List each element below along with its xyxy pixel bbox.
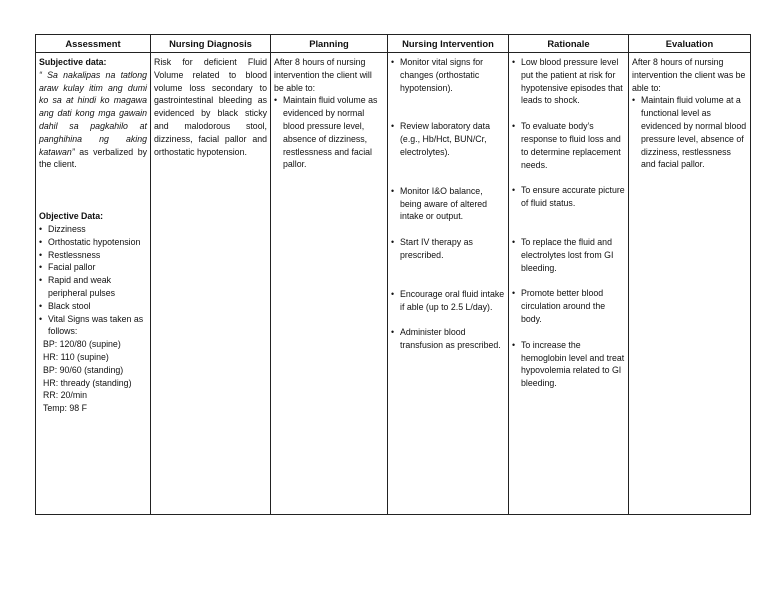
vital-sign: HR: thready (standing) bbox=[43, 377, 132, 388]
vital-sign: BP: 120/80 (supine) bbox=[43, 339, 121, 350]
vital-sign: Temp: 98 F bbox=[43, 403, 88, 414]
subjective-label: Subjective data: bbox=[39, 57, 107, 67]
evaluation-goal: • Maintain fluid volume at a functional level as evidenced by normal blood pressure level, absence of dizziness, restlessness and facial pallor. bbox=[632, 94, 747, 171]
objective-item: • Restlessness bbox=[39, 249, 147, 262]
planning-goal: • Maintain fluid volume as evidenced by normal blood pressure level, absence of dizziness, restlessness and facial pallor. bbox=[274, 94, 384, 171]
nursing-care-plan-table bbox=[35, 34, 751, 515]
vital-signs-list bbox=[39, 338, 147, 415]
diagnosis-cell bbox=[151, 53, 271, 515]
planning-intro: After 8 hours of nursing intervention the client will be able to: bbox=[274, 57, 372, 93]
content-row bbox=[36, 53, 751, 515]
rationale-item: • To evaluate body’s response to fluid loss and to determine replacement needs. bbox=[512, 120, 625, 171]
intervention-item: • Encourage oral fluid intake if able (up to 2.5 L/day). bbox=[391, 288, 505, 314]
header-planning: Planning bbox=[271, 35, 388, 53]
intervention-cell bbox=[388, 53, 509, 515]
rationale-item: • To ensure accurate picture of fluid status. bbox=[512, 184, 625, 210]
assessment-cell bbox=[36, 53, 151, 515]
rationale-list bbox=[512, 56, 625, 390]
rationale-cell bbox=[509, 53, 629, 515]
objective-item: • Facial pallor bbox=[39, 261, 147, 274]
evaluation-cell bbox=[629, 53, 751, 515]
intervention-item: • Monitor vital signs for changes (orthostatic hypotension). bbox=[391, 56, 505, 94]
rationale-item: • Low blood pressure level put the patient at risk for hypotensive episodes that leads to shock. bbox=[512, 56, 625, 107]
vital-sign: BP: 90/60 (standing) bbox=[43, 364, 124, 375]
intervention-item: • Monitor I&O balance, being aware of altered intake or output. bbox=[391, 185, 505, 223]
header-nursing-diagnosis: Nursing Diagnosis bbox=[151, 35, 271, 53]
objective-item: • Black stool bbox=[39, 300, 147, 313]
planning-goals bbox=[274, 94, 384, 171]
objective-label: Objective Data: bbox=[39, 211, 104, 222]
objective-item: • Orthostatic hypotension bbox=[39, 236, 147, 249]
header-rationale: Rationale bbox=[509, 35, 629, 53]
intervention-list bbox=[391, 56, 505, 352]
evaluation-goals bbox=[632, 94, 747, 171]
vital-sign: HR: 110 (supine) bbox=[43, 351, 109, 362]
header-nursing-intervention: Nursing Intervention bbox=[388, 35, 509, 53]
rationale-item: • To increase the hemoglobin level and treat hypovolemia related to GI bleeding. bbox=[512, 339, 625, 390]
vital-sign: RR: 20/min bbox=[43, 390, 87, 401]
subjective-suffix: as verbalized by the client. bbox=[39, 146, 147, 170]
rationale-item: • To replace the fluid and electrolytes lost from GI bleeding. bbox=[512, 236, 625, 274]
rationale-item: • Promote better blood circulation around the body. bbox=[512, 287, 625, 325]
header-evaluation: Evaluation bbox=[629, 35, 751, 53]
intervention-item: • Review laboratory data (e.g., Hb/Hct, BUN/Cr, electrolytes). bbox=[391, 120, 505, 158]
objective-item: • Vital Signs was taken as follows: bbox=[39, 313, 147, 339]
intervention-item: • Administer blood transfusion as prescribed. bbox=[391, 326, 505, 352]
subjective-data bbox=[39, 69, 147, 171]
evaluation-intro: After 8 hours of nursing intervention the client was be able to: bbox=[632, 57, 746, 93]
objective-list bbox=[39, 223, 147, 338]
objective-item: • Rapid and weak peripheral pulses bbox=[39, 274, 147, 300]
subjective-quote: “ Sa nakalipas na tatlong araw kulay itim ang dumi ko sa at hindi ko magawa ang dati kong mga gawain dahil sa pagkahilo at panghihina ng aking katawan” bbox=[39, 69, 147, 157]
header-row bbox=[36, 35, 751, 53]
header-assessment: Assessment bbox=[36, 35, 151, 53]
diagnosis-text: Risk for deficient Fluid Volume related to blood volume loss secondary to gastrointestinal bleeding as evidenced by black sticky and malodorous stool, dizziness, facial pallor and orthostatic hypotension. bbox=[154, 57, 267, 157]
planning-cell bbox=[271, 53, 388, 515]
intervention-item: • Start IV therapy as prescribed. bbox=[391, 236, 505, 262]
objective-item: • Dizziness bbox=[39, 223, 147, 236]
